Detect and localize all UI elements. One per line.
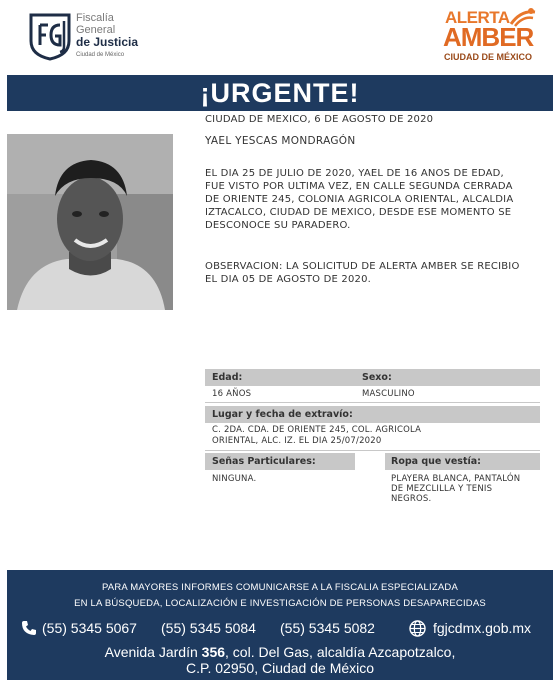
amber-line3: CIUDAD DE MÉXICO — [444, 52, 533, 62]
divider — [205, 450, 540, 451]
alerta-amber-logo — [441, 6, 541, 66]
missing-person-photo — [7, 134, 173, 310]
address-number: 356 — [201, 644, 226, 660]
sex-label: Sexo: — [362, 372, 392, 383]
missing-person-name: YAEL YESCAS MONDRAGÓN — [205, 135, 356, 147]
fgj-line1: Fiscalía — [76, 12, 114, 24]
marks-value: NINGUNA. — [212, 474, 257, 484]
amber-line2: AMBER — [443, 22, 534, 52]
place-value-line1: C. 2DA. CDA. DE ORIENTE 245, COL. AGRICOLA — [212, 425, 422, 435]
urgent-banner: ¡URGENTE! — [7, 75, 553, 111]
portrait-image — [7, 134, 173, 310]
amber-line1: ALERTA — [445, 8, 510, 27]
fgj-shield-logo — [27, 11, 73, 61]
contact-row — [21, 617, 541, 639]
header — [0, 0, 553, 74]
sex-value: MASCULINO — [362, 389, 415, 399]
fgj-line4: Ciudad de México — [76, 52, 125, 58]
address-rest: , col. Del Gas, alcaldía Azcapotzalco, — [225, 644, 456, 660]
age-value: 16 AÑOS — [212, 389, 252, 399]
report-date: CIUDAD DE MEXICO, 6 DE AGOSTO DE 2020 — [205, 114, 434, 125]
marks-label: Señas Particulares: — [212, 456, 316, 467]
fgj-line2: General — [76, 24, 116, 36]
phone-number-1[interactable]: (55) 5345 5067 — [42, 620, 137, 636]
address-prefix: Avenida Jardín — [104, 644, 202, 660]
clothes-value-line1: PLAYERA BLANCA, PANTALÓN — [391, 474, 521, 484]
address-line1 — [7, 644, 553, 660]
clothes-label: Ropa que vestía: — [391, 456, 481, 467]
clothes-value-line2: DE MEZCLILLA Y TENIS — [391, 484, 493, 494]
report-description: EL DIA 25 DE JULIO DE 2020, YAEL DE 16 ANOS DE EDAD, FUE VISTO POR ULTIMA VEZ, EN CALLE SEGUNDA CERRADA DE ORIENTE 245, COLONIA AGRICOLA ORIENTAL, ALCALDIA IZTACALCO, CIUDAD DE MEXICO, DESDE ESE MOMENTO SE DESCONOCE SU PARADERO. — [205, 168, 514, 231]
website-link[interactable]: fgjcdmx.gob.mx — [433, 620, 532, 636]
address-line2: C.P. 02950, Ciudad de México — [185, 660, 375, 676]
fgj-wordmark — [76, 12, 138, 61]
divider — [205, 402, 540, 403]
footer-info-line2: EN LA BÚSQUEDA, LOCALIZACIÓN E INVESTIGACIÓN DE PERSONAS DESAPARECIDAS — [74, 598, 486, 609]
report-observation: OBSERVACION: LA SOLICITUD DE ALERTA AMBER SE RECIBIO EL DIA 05 DE AGOSTO DE 2020. — [205, 261, 520, 285]
phone-number-3[interactable]: (55) 5345 5082 — [280, 620, 375, 636]
fgj-line3: de Justicia — [76, 35, 139, 49]
globe-icon — [409, 620, 426, 637]
place-value-line2: ORIENTAL, ALC. IZ. EL DIA 25/07/2020 — [212, 436, 382, 446]
clothes-value-line3: NEGROS. — [391, 494, 432, 504]
place-label: Lugar y fecha de extravío: — [212, 409, 353, 420]
contact-footer — [7, 570, 553, 680]
phone-number-2[interactable]: (55) 5345 5084 — [161, 620, 256, 636]
age-label: Edad: — [212, 372, 243, 383]
phone-icon — [21, 620, 37, 636]
footer-info-line1: PARA MAYORES INFORMES COMUNICARSE A LA FISCALIA ESPECIALIZADA — [101, 582, 459, 593]
